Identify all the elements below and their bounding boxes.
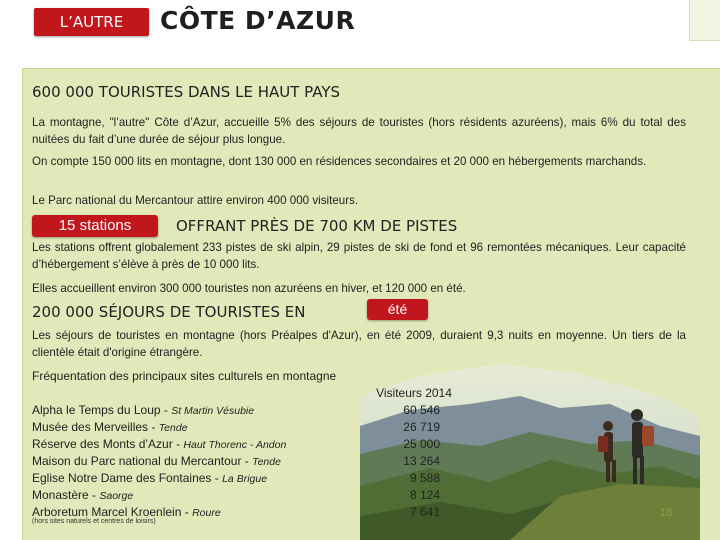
visitors-column-header: Visiteurs 2014	[376, 386, 452, 400]
site-separator: -	[160, 403, 172, 417]
site-visitors: 8 124	[409, 488, 440, 502]
site-row	[32, 487, 452, 504]
site-name: Alpha le Temps du Loup	[32, 403, 161, 417]
site-location: St Martin Vésubie	[171, 405, 255, 417]
site-visitors: 26 719	[403, 420, 440, 434]
site-name: Maison du Parc national du Mercantour	[32, 454, 242, 468]
site-visitors: 13 264	[403, 454, 440, 468]
site-name: Arboretum Marcel Kroenlein	[32, 505, 182, 519]
site-location: Tende	[158, 422, 188, 434]
page-title: CÔTE D’AZUR	[160, 6, 356, 35]
paragraph-mercantour: Le Parc national du Mercantour attire environ 400 000 visiteurs.	[32, 194, 359, 207]
site-row	[32, 436, 452, 453]
paragraph-summer-stays: Les séjours de touristes en montagne (hors Préalpes d'Azur), en été 2009, duraient 9,3 nuits en moyenne. Un tiers de la clientèle était d'origine étrangère.	[32, 329, 686, 359]
sites-title: Fréquentation des principaux sites culturels en montagne	[32, 369, 337, 383]
site-location: Saorge	[99, 490, 134, 502]
section-heading-tourists: 600 000 TOURISTES DANS LE HAUT PAYS	[32, 83, 341, 101]
sites-list	[32, 402, 452, 521]
site-row	[32, 402, 452, 419]
site-location: Roure	[192, 507, 221, 519]
site-separator: -	[172, 437, 184, 451]
site-separator: -	[181, 505, 193, 519]
site-name: Musée des Merveilles	[32, 420, 149, 434]
site-visitors: 25 000	[403, 437, 440, 451]
site-location: Tende	[252, 456, 281, 468]
page-number: 18	[660, 507, 673, 519]
header	[0, 0, 720, 42]
paragraph-stations-visitors: Elles accueillent environ 300 000 touristes non azuréens en hiver, et 120 000 en été.	[32, 282, 466, 295]
site-name: Monastère	[32, 488, 89, 502]
sites-footnote: (hors sites naturels et centres de loisirs)	[32, 518, 156, 525]
site-separator: -	[211, 471, 223, 485]
site-location: Haut Thorenc - Andon	[183, 439, 287, 451]
paragraph-mountain-share: La montagne, "l’autre" Côte d’Azur, accueille 5% des séjours de touristes (hors résidents azuréens), mais 6% du total des nuitées du fait d’une durée de séjour plus longue.	[32, 116, 686, 146]
autre-badge: L’AUTRE	[34, 8, 149, 36]
site-row	[32, 419, 452, 436]
site-separator: -	[148, 420, 159, 434]
site-separator: -	[88, 488, 100, 502]
site-visitors: 7 641	[409, 505, 440, 519]
section-heading-summer: 200 000 SÉJOURS DE TOURISTES EN	[32, 303, 306, 321]
site-location: La Brigue	[222, 473, 268, 485]
corner-tab	[689, 0, 720, 41]
paragraph-pistes: Les stations offrent globalement 233 pistes de ski alpin, 29 pistes de ski de fond et 96 remontées mécaniques. Leur capacité d’hébergement s’élève à près de 10 000 lits.	[32, 241, 686, 271]
site-separator: -	[241, 454, 253, 468]
site-name: Réserve des Monts d’Azur	[32, 437, 173, 451]
summer-pill: été	[367, 299, 428, 320]
site-visitors: 60 546	[403, 403, 440, 417]
site-name: Eglise Notre Dame des Fontaines	[32, 471, 212, 485]
section-heading-pistes: OFFRANT PRÈS DE 700 KM DE PISTES	[176, 217, 458, 235]
stations-pill: 15 stations	[32, 215, 158, 237]
site-row	[32, 453, 452, 470]
paragraph-beds: On compte 150 000 lits en montagne, dont 130 000 en résidences secondaires et 20 000 en hébergements marchands.	[32, 155, 647, 168]
site-visitors: 9 588	[409, 471, 440, 485]
site-row	[32, 470, 452, 487]
